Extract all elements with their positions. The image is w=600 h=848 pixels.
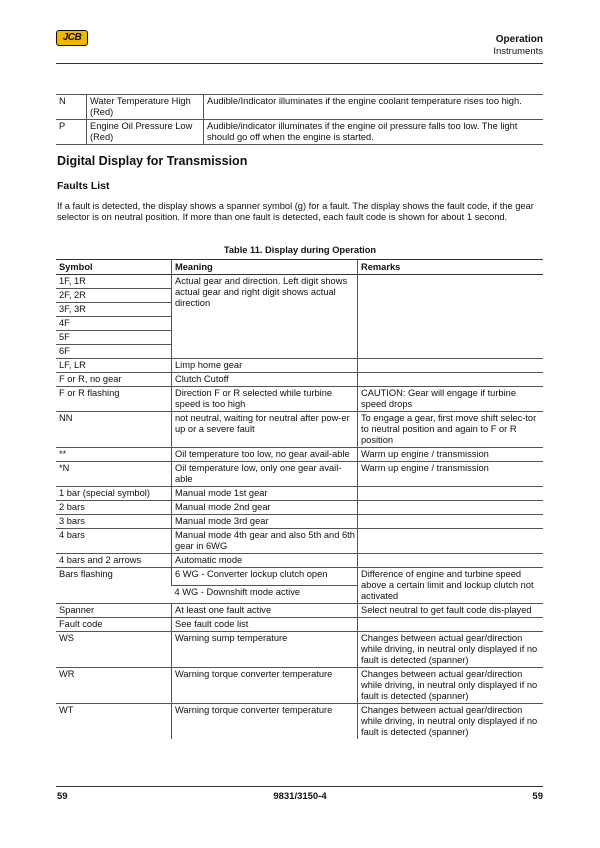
remarks-cell	[358, 501, 544, 515]
remarks-cell	[358, 275, 544, 359]
symbol-cell: WR	[56, 668, 172, 704]
remarks-cell: CAUTION: Gear will engage if turbine speed drops	[358, 387, 544, 412]
table-row	[56, 515, 543, 529]
table-row	[56, 704, 543, 740]
symbol-cell: NN	[56, 412, 172, 448]
header-divider	[56, 63, 543, 64]
symbol-cell: 3F, 3R	[56, 303, 172, 317]
remarks-cell	[358, 618, 544, 632]
meaning-cell: 4 WG - Downshift mode active	[172, 586, 358, 604]
table-row	[56, 487, 543, 501]
remarks-cell: Changes between actual gear/direction while driving, in neutral only displayed if no fault is detected (spanner)	[358, 632, 544, 668]
meaning-cell: Limp home gear	[172, 359, 358, 373]
table-row	[56, 501, 543, 515]
table-row	[56, 373, 543, 387]
indicator-description: Audible/indicator illuminates if the engine oil pressure falls too low. The light should go off when the engine is started.	[204, 120, 544, 145]
remarks-cell: Warm up engine / transmission	[358, 448, 544, 462]
symbol-cell: 6F	[56, 345, 172, 359]
remarks-cell	[358, 487, 544, 501]
footer-page-left: 59	[57, 791, 68, 802]
meaning-cell: At least one fault active	[172, 604, 358, 618]
remarks-cell: Select neutral to get fault code dis-played	[358, 604, 544, 618]
table-row	[56, 618, 543, 632]
meaning-cell: See fault code list	[172, 618, 358, 632]
subsection-title: Faults List	[57, 180, 110, 192]
symbol-cell: 2 bars	[56, 501, 172, 515]
meaning-cell: Manual mode 4th gear and also 5th and 6th gear in 6WG	[172, 529, 358, 554]
meaning-cell: Direction F or R selected while turbine speed is too high	[172, 387, 358, 412]
remarks-cell: Changes between actual gear/direction while driving, in neutral only displayed if no fault is detected (spanner)	[358, 668, 544, 704]
symbol-cell: 4 bars	[56, 529, 172, 554]
footer-page-right: 59	[532, 791, 543, 802]
remarks-cell: Warm up engine / transmission	[358, 462, 544, 487]
table-row	[56, 529, 543, 554]
symbol-cell: Fault code	[56, 618, 172, 632]
header-subtitle: Instruments	[493, 46, 543, 57]
symbol-cell: 3 bars	[56, 515, 172, 529]
indicator-code: P	[56, 120, 87, 145]
symbol-cell: WT	[59, 705, 74, 715]
header-symbol: Symbol	[56, 260, 172, 275]
table-row	[56, 412, 543, 448]
meaning-cell: Manual mode 3rd gear	[172, 515, 358, 529]
remarks-cell: Changes between actual gear/direction while driving, in neutral only displayed if no fault is detected (spanner)	[358, 704, 544, 740]
intro-paragraph: If a fault is detected, the display shows a spanner symbol (g) for a fault. The display shows the fault code, if the gear selector is on neutral position. If more than one fault is detected, each fault code is shown for about 1 second.	[57, 201, 534, 223]
section-title: Digital Display for Transmission	[57, 154, 248, 168]
header-meaning: Meaning	[172, 260, 358, 275]
indicator-name: Engine Oil Pressure Low (Red)	[87, 120, 204, 145]
remarks-cell	[358, 554, 544, 568]
meaning-cell: Clutch Cutoff	[172, 373, 358, 387]
table-row	[56, 359, 543, 373]
footer-doc-number: 9831/3150-4	[273, 791, 327, 802]
table-row	[56, 120, 543, 145]
display-table	[56, 259, 543, 739]
meaning-cell: 6 WG - Converter lockup clutch open	[172, 568, 358, 586]
remarks-cell	[358, 515, 544, 529]
table-row	[56, 568, 543, 586]
header-title: Operation	[495, 34, 543, 45]
indicator-table	[56, 94, 543, 145]
meaning-cell: Manual mode 2nd gear	[172, 501, 358, 515]
symbol-cell: 4F	[56, 317, 172, 331]
symbol-cell: Spanner	[56, 604, 172, 618]
table-row	[56, 632, 543, 668]
remarks-cell	[358, 529, 544, 554]
symbol-cell: 5F	[56, 331, 172, 345]
remarks-cell: Difference of engine and turbine speed above a certain limit and lockup clutch not activated	[358, 568, 544, 604]
meaning-cell: Oil temperature too low, no gear avail-able	[172, 448, 358, 462]
remarks-cell: To engage a gear, first move shift selec-tor to neutral position and again to F or R position	[358, 412, 544, 448]
table-row	[56, 387, 543, 412]
header-remarks: Remarks	[358, 260, 544, 275]
table-row	[56, 275, 543, 289]
remarks-cell	[358, 373, 544, 387]
meaning-cell: Warning torque converter temperature	[172, 668, 358, 704]
table-row	[56, 668, 543, 704]
indicator-code: N	[56, 95, 87, 120]
meaning-cell: Automatic mode	[172, 554, 358, 568]
indicator-name: Water Temperature High (Red)	[87, 95, 204, 120]
jcb-logo: JCB	[56, 30, 88, 46]
symbol-cell: F or R flashing	[56, 387, 172, 412]
table-row	[56, 462, 543, 487]
symbol-cell: LF, LR	[56, 359, 172, 373]
symbol-cell: F or R, no gear	[56, 373, 172, 387]
meaning-cell: Oil temperature low, only one gear avail-able	[172, 462, 358, 487]
indicator-description: Audible/Indicator illuminates if the engine coolant temperature rises too high.	[204, 95, 544, 120]
symbol-cell: Bars flashing	[56, 568, 172, 604]
table-row	[56, 604, 543, 618]
symbol-cell: 1F, 1R	[56, 275, 172, 289]
table-header-row	[56, 260, 543, 275]
symbol-cell: 4 bars and 2 arrows	[56, 554, 172, 568]
symbol-cell: *N	[56, 462, 172, 487]
remarks-cell	[358, 359, 544, 373]
symbol-cell: WS	[56, 632, 172, 668]
table-row	[56, 448, 543, 462]
table-caption: Table 11. Display during Operation	[223, 245, 377, 255]
symbol-cell: 1 bar (special symbol)	[56, 487, 172, 501]
table-row	[56, 554, 543, 568]
meaning-cell: not neutral, waiting for neutral after pow-er up or a severe fault	[172, 412, 358, 448]
meaning-cell: Manual mode 1st gear	[172, 487, 358, 501]
symbol-cell: 2F, 2R	[56, 289, 172, 303]
meaning-cell: Warning sump temperature	[172, 632, 358, 668]
footer-divider	[56, 786, 543, 787]
meaning-cell: Warning torque converter temperature	[172, 704, 358, 740]
meaning-cell: Actual gear and direction. Left digit shows actual gear and right digit shows actual direction	[172, 275, 358, 359]
table-row	[56, 95, 543, 120]
symbol-cell: **	[56, 448, 172, 462]
